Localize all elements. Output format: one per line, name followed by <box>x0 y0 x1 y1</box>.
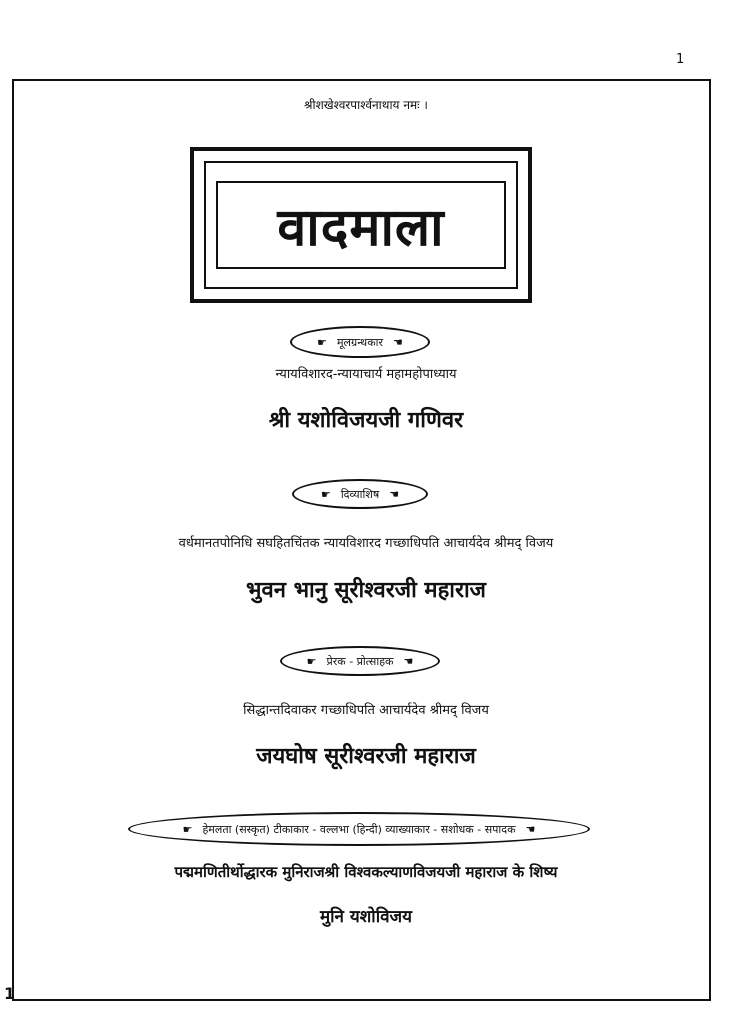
section-label: हेमलता (सस्कृत) टीकाकार - वल्लभा (हिन्दी) व्याख्याकार - सशोधक - सपादक <box>202 822 516 836</box>
commentator-name: मुनि यशोविजय <box>319 907 413 927</box>
blessing-subtitle: वर्धमानतपोनिधि सघहितचिंतक न्यायविशारद गच्छाधिपति आचार्यदेव श्रीमद् विजय <box>178 536 554 551</box>
page-number: 1 <box>676 52 685 67</box>
invocation-line: श्रीशखेश्वरपार्श्वनाथाय नमः । <box>304 98 428 112</box>
pointing-hand-right-icon: ☛ <box>320 487 331 501</box>
oval-label-commentator <box>128 812 590 846</box>
pointing-hand-right-icon: ☛ <box>182 822 193 836</box>
oval-label-author <box>290 326 430 358</box>
commentator-subtitle: पद्ममणितीर्थोद्धारक मुनिराजश्री विश्वकल्याणविजयजी महाराज के शिष्य <box>174 863 558 881</box>
pointing-hand-right-icon: ☛ <box>317 335 327 349</box>
title-box-middle-border <box>204 161 518 289</box>
inspirer-subtitle: सिद्धान्तदिवाकर गच्छाधिपति आचार्यदेव श्रीमद् विजय <box>243 703 489 718</box>
pointing-hand-left-icon: ☚ <box>389 487 400 501</box>
corner-page-mark: 1 <box>4 984 16 1003</box>
section-label: मूलग्रन्थकार <box>336 335 383 349</box>
title-box-inner-border <box>216 181 506 269</box>
pointing-hand-left-icon: ☚ <box>393 335 403 349</box>
section-label: दिव्याशिष <box>340 487 380 501</box>
author-subtitle: न्यायविशारद-न्यायाचार्य महामहोपाध्याय <box>275 367 457 382</box>
oval-label-blessing <box>292 479 428 509</box>
book-title: वादमाला <box>277 197 445 258</box>
section-label: प्रेरक - प्रोत्साहक <box>326 654 394 668</box>
inspirer-name: जयघोष सूरीश्वरजी महाराज <box>256 744 476 769</box>
author-name: श्री यशोविजयजी गणिवर <box>268 408 464 433</box>
oval-label-inspirer <box>280 646 440 676</box>
pointing-hand-right-icon: ☛ <box>306 654 317 668</box>
title-box <box>190 147 532 303</box>
pointing-hand-left-icon: ☚ <box>403 654 414 668</box>
pointing-hand-left-icon: ☚ <box>525 822 536 836</box>
blessing-name: भुवन भानु सूरीश्वरजी महाराज <box>246 578 486 603</box>
